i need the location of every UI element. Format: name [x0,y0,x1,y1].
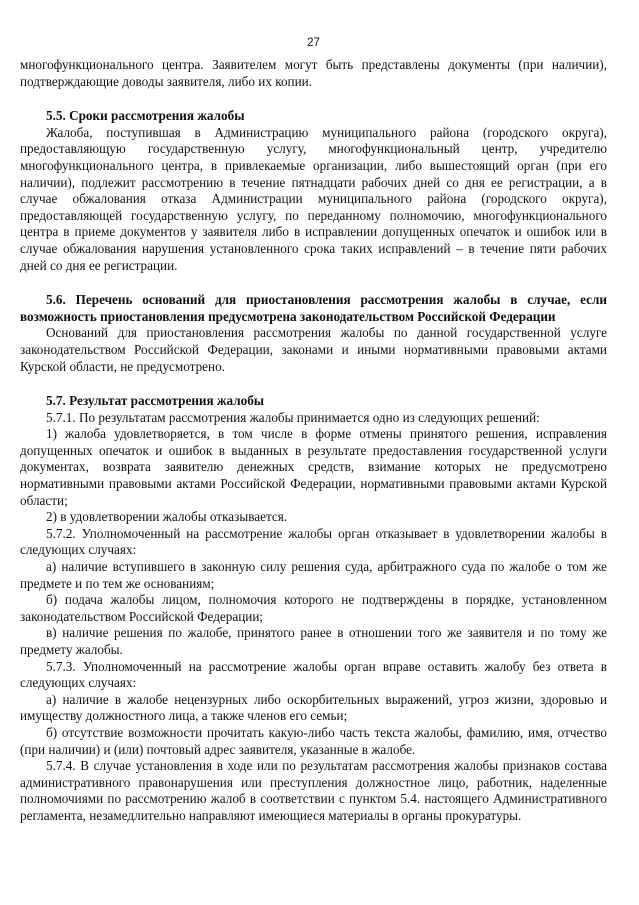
paragraph-5-7-1: 5.7.1. По результатам рассмотрения жалобы принимается одно из следующих решений: [46,409,540,425]
paragraph-5-7-4: 5.7.4. В случае установления в ходе или по результатам рассмотрения жалобы признаков состава административного правонарушения или преступления должностное лицо, работник, наделенные полномочиями по рассмотрению жалоб в соответствии с пунктом 5.4. настоящего Административного регламента, незамедлительно направляют имеющиеся материалы в органы прокуратуры. [20,758,607,823]
section-heading-5-7: 5.7. Результат рассмотрения жалобы [46,393,265,409]
section-heading-5-6: 5.6. Перечень оснований для приостановления рассмотрения жалобы в случае, если возможность приостановления предусмотрена законодательством Российской Федерации [20,292,607,324]
paragraph-5-7-3: 5.7.3. Уполномоченный на рассмотрение жалобы орган вправе оставить жалобу без ответа в следующих случаях: [20,658,607,691]
paragraph-5-7-2-item-b: б) подача жалобы лицом, полномочия которого не подтверждены в порядке, установленном законодательством Российской Федерации; [20,592,607,624]
paragraph-continuation: многофункционального центра. Заявителем могут быть представлены документы (при наличии), подтверждающие доводы заявителя, либо их копии. [20,57,607,89]
paragraph-5-7-3-item-b: б) отсутствие возможности прочитать какую-либо часть текста жалобы, фамилию, имя, отчество (при наличии) и (или) почтовый адрес заявителя, указанные в жалобе. [20,724,607,757]
paragraph-5-5-body: Жалоба, поступившая в Администрацию муниципального района (городского округа), предоставляющую государственную услугу, многофункциональный центр, учредителю многофункционального центра, в привлекаемые организации, либо вышестоящий орган (при его наличии), подлежит рассмотрению в течение пятнадцати рабочих дней со дня ее регистрации, а в случае обжалования отказа Администрации муниципального района (городского округа), предоставляющей государственную услугу, по переданному полномочию, многофункционального центра в приеме документов у заявителя либо в исправлении допущенных опечаток и ошибок или в случае обжалования нарушения установленного срока таких исправлений – в течение пяти рабочих дней со дня ее регистрации. [20,124,607,273]
paragraph-5-6-body: Оснований для приостановления рассмотрения жалобы по данной государственной услуге законодательством Российской Федерации, законами и иными нормативными правовыми актами Курской области, не предусмотрено. [20,325,607,374]
paragraph-5-7-3-item-a: а) наличие в жалобе нецензурных либо оскорбительных выражений, угроз жизни, здоровью и имуществу должностного лица, а также членов его семьи; [20,691,607,724]
paragraph-5-7-1-item-2: 2) в удовлетворении жалобы отказывается. [46,509,288,525]
paragraph-5-7-2-item-a: а) наличие вступившего в законную силу решения суда, арбитражного суда по жалобе о том же предмете и по тем же основаниям; [20,559,607,591]
section-heading-5-5: 5.5. Сроки рассмотрения жалобы [46,108,245,124]
page-number: 27 [307,37,320,49]
paragraph-5-7-2: 5.7.2. Уполномоченный на рассмотрение жалобы орган отказывает в удовлетворении жалобы в следующих случаях: [20,525,607,558]
paragraph-5-7-2-item-v: в) наличие решения по жалобе, принятого ранее в отношении того же заявителя и по тому же предмету жалобы. [20,625,607,657]
paragraph-5-7-1-item-1: 1) жалоба удовлетворяется, в том числе в форме отмены принятого решения, исправления допущенных опечаток и ошибок в выданных в результате предоставления государственной услуги документах, возврата заявителю денежных средств, взимание которых не предусмотрено нормативными правовыми актами Российской Федерации, нормативными правовыми актами Курской области; [20,426,607,508]
